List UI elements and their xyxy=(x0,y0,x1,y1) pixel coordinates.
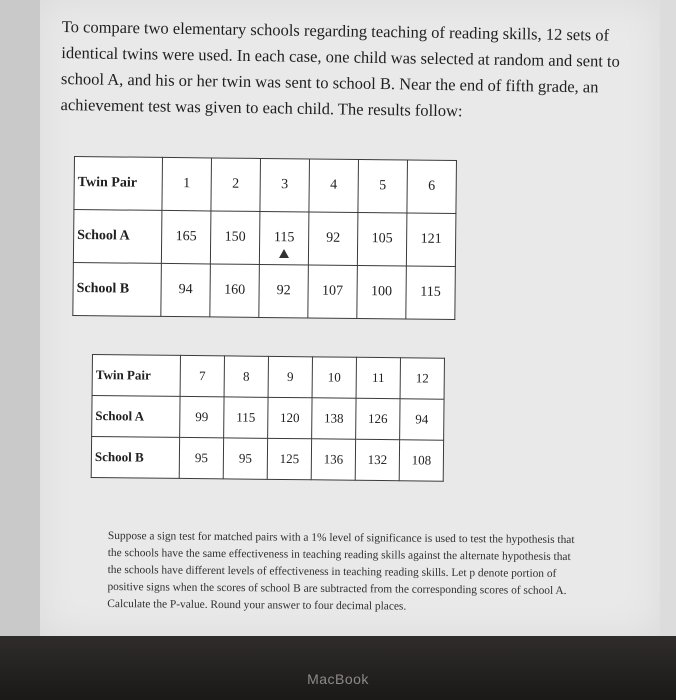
table-cell: 8 xyxy=(224,356,268,397)
table-cell: 95 xyxy=(223,438,267,479)
row-header-school-a: School A xyxy=(92,396,180,438)
table-cell: 7 xyxy=(180,355,224,396)
scrollbar-track[interactable] xyxy=(660,0,676,636)
row-header-school-b: School B xyxy=(73,262,162,316)
table-cell: 120 xyxy=(268,397,312,438)
table-cell: 108 xyxy=(399,440,443,481)
table-cell: 150 xyxy=(210,211,260,265)
table-cell: 11 xyxy=(356,357,400,398)
device-label: MacBook xyxy=(307,671,369,687)
table-cell: 95 xyxy=(179,437,223,478)
table-cell: 115 xyxy=(406,266,456,320)
table-cell: 99 xyxy=(180,396,224,437)
table-cell: 9 xyxy=(268,356,312,397)
table-cell: 92 xyxy=(308,212,358,266)
table-row-school-b xyxy=(73,262,456,319)
left-margin-strip xyxy=(0,0,40,636)
row-header-school-b: School B xyxy=(91,437,179,479)
table-row-twin-pair xyxy=(92,355,444,400)
table-cell: 121 xyxy=(406,213,456,267)
table-row-school-a xyxy=(73,210,456,267)
table-cell: 165 xyxy=(161,210,211,264)
table-cell: 94 xyxy=(161,263,211,317)
table-cell: 1 xyxy=(162,157,212,211)
twin-table-1 xyxy=(72,156,457,320)
table-row-twin-pair xyxy=(74,157,457,214)
question-text: Suppose a sign test for matched pairs with a 1% level of significance is used to test the hypothesis that the schools have the same effectiveness in teaching reading skills against the alternate hypothesis that the schools have different levels of effectiveness in teaching reading skills. Let p denote portion of positive signs when the scores of school B are subtracted from the corresponding scores of school A. Calculate the P-value. Round your answer to four decimal places. xyxy=(107,529,575,613)
table-row-school-b xyxy=(91,437,443,482)
table-cell: 125 xyxy=(267,438,311,479)
table-cell: 94 xyxy=(400,399,444,440)
table-cell: 160 xyxy=(210,264,260,318)
laptop-bezel xyxy=(0,636,676,700)
table-cell: 3 xyxy=(260,158,310,212)
row-header-twin-pair: Twin Pair xyxy=(92,355,180,397)
table-cell: 115 xyxy=(259,211,309,265)
table-cell: 100 xyxy=(357,265,407,319)
table-cell: 105 xyxy=(357,212,407,266)
table-cell: 132 xyxy=(355,439,399,480)
table-cell: 12 xyxy=(400,358,444,399)
table-cell: 6 xyxy=(407,160,457,214)
row-header-twin-pair: Twin Pair xyxy=(74,157,163,211)
table-cell: 4 xyxy=(309,159,359,213)
table-cell: 5 xyxy=(358,159,408,213)
table-cell: 10 xyxy=(312,357,356,398)
row-header-school-a: School A xyxy=(73,210,162,264)
mouse-cursor-icon xyxy=(279,249,289,258)
table-cell: 92 xyxy=(259,264,309,318)
table-cell: 107 xyxy=(308,265,358,319)
table-cell: 126 xyxy=(356,398,400,439)
problem-intro: To compare two elementary schools regarding teaching of reading skills, 12 sets of identical twins were used. In each case, one child was selected at random and sent to school A, and his or her twin was sent to school B. Near the end of fifth grade, an achievement test was given to each child. The results follow: xyxy=(60,16,620,121)
table-cell: 2 xyxy=(211,158,261,212)
table-cell: 136 xyxy=(311,439,355,480)
twin-table-2 xyxy=(91,354,445,482)
table-row-school-a xyxy=(92,396,444,441)
table-cell: 138 xyxy=(312,398,356,439)
table-cell: 115 xyxy=(224,397,268,438)
